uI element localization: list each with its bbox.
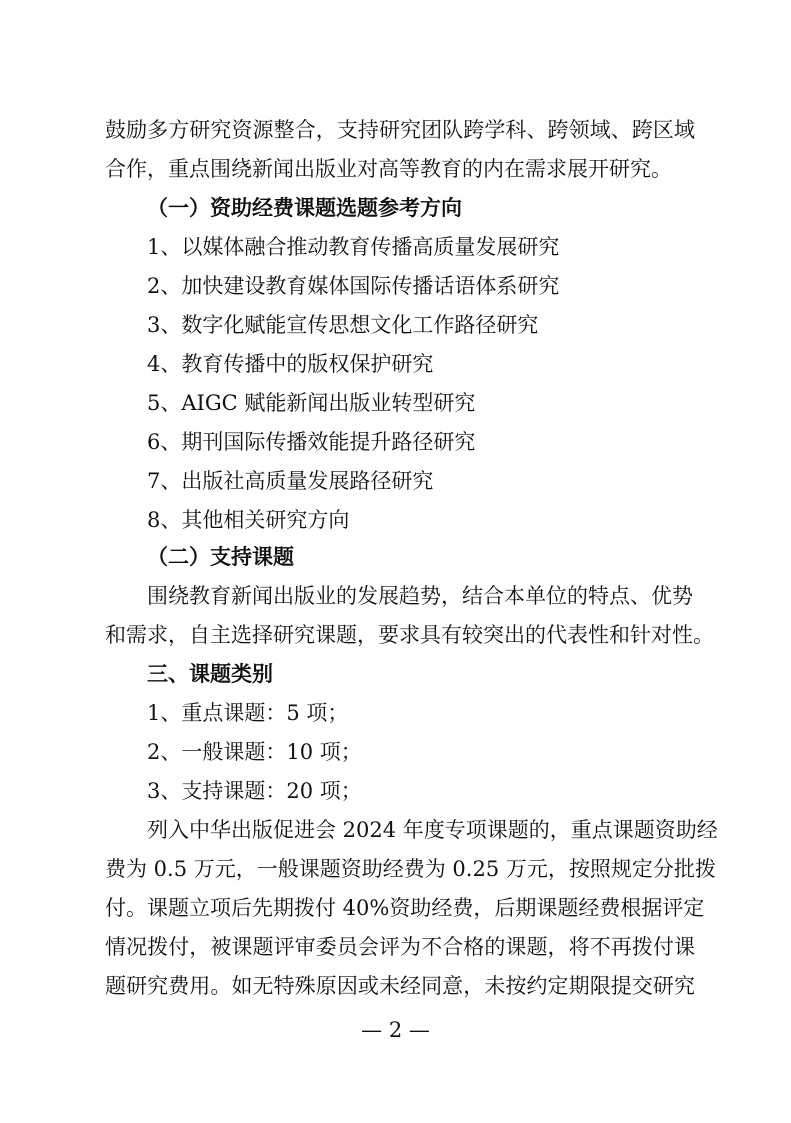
section-heading: 三、课题类别 [147, 662, 273, 686]
topic-item: 2、加快建设教育媒体国际传播话语体系研究 [147, 274, 560, 298]
paragraph-line: 围绕教育新闻出版业的发展趋势，结合本单位的特点、优势 [147, 584, 693, 608]
page-number: — 2 — [361, 1018, 430, 1042]
topic-item: 5、AIGC 赋能新闻出版业转型研究 [147, 391, 476, 415]
topic-item: 7、出版社高质量发展路径研究 [147, 469, 434, 493]
topic-item: 1、以媒体融合推动教育传播高质量发展研究 [147, 235, 560, 259]
category-item: 3、支持课题：20 项； [147, 779, 362, 803]
topic-item: 6、期刊国际传播效能提升路径研究 [147, 430, 476, 454]
paragraph-line: 题研究费用。如无特殊原因或未经同意，未按约定期限提交研究 [105, 974, 695, 998]
category-item: 2、一般课题：10 项； [147, 740, 362, 764]
paragraph-line: 列入中华出版促进会 2024 年度专项课题的，重点课题资助经 [147, 818, 718, 842]
paragraph-line: 付。课题立项后先期拨付 40%资助经费，后期课题经费根据评定 [105, 896, 705, 920]
paragraph-line: 和需求，自主选择研究课题，要求具有较突出的代表性和针对性。 [105, 623, 714, 647]
topic-item: 8、其他相关研究方向 [147, 508, 350, 532]
topic-item: 3、数字化赋能宣传思想文化工作路径研究 [147, 313, 539, 337]
category-item: 1、重点课题：5 项； [147, 701, 349, 725]
paragraph-line: 情况拨付，被课题评审委员会评为不合格的课题，将不再拨付课 [105, 935, 695, 959]
paragraph-line: 鼓励多方研究资源整合，支持研究团队跨学科、跨领域、跨区域 [105, 118, 695, 142]
paragraph-line: 费为 0.5 万元，一般课题资助经费为 0.25 万元，按照规定分批拨 [105, 857, 716, 881]
topic-item: 4、教育传播中的版权保护研究 [147, 352, 434, 376]
section-heading: （二）支持课题 [147, 545, 294, 569]
section-heading: （一）资助经费课题选题参考方向 [147, 196, 462, 220]
paragraph-line: 合作，重点围绕新闻出版业对高等教育的内在需求展开研究。 [105, 157, 672, 181]
